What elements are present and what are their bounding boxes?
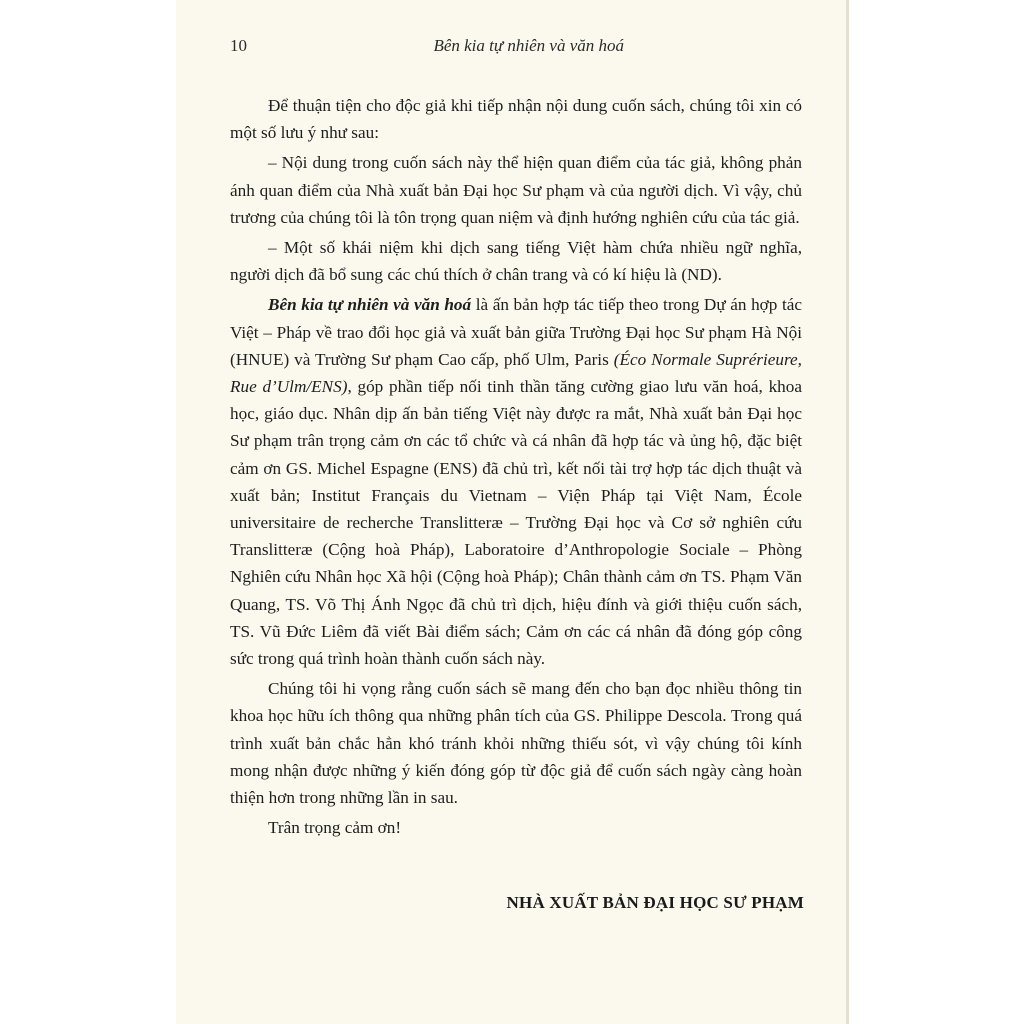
running-title: Bên kia tự nhiên và văn hoá (433, 36, 624, 55)
page-edge (846, 0, 849, 1024)
paragraph-intro: Để thuận tiện cho độc giả khi tiếp nhận nội dung cuốn sách, chúng tôi xin có một số lưu ý như sau: (230, 96, 802, 143)
paragraph-thanks: Trân trọng cảm ơn! (268, 818, 402, 838)
paragraph-hope: Chúng tôi hi vọng rằng cuốn sách sẽ mang đến cho bạn đọc nhiều thông tin khoa học hữu ích thông qua những phân tích của GS. Philippe Descola. Trong quá trình xuất bản chắc hẳn khó tránh khỏi những thiếu sót, vì vậy chúng tôi kính mong nhận được những ý kiến đóng góp từ độc giả để cuốn sách ngày càng hoàn thiện hơn trong những lần in sau. (230, 679, 802, 808)
page-header (230, 36, 624, 60)
body-text (230, 92, 802, 844)
page-number: 10 (230, 36, 247, 55)
acknowledgements-part-2: , góp phần tiếp nối tinh thần tăng cường giao lưu văn hoá, khoa học, giáo dục. Nhân dịp ấn bản tiếng Việt này được ra mắt, Nhà xuất bản Đại học Sư phạm trân trọng cảm ơn các tổ chức và cá nhân đã hợp tác và ủng hộ, đặc biệt cảm ơn GS. Michel Espagne (ENS) đã chủ trì, kết nối tài trợ hợp tác dịch thuật và xuất bản; Institut Français du Vietnam – Viện Pháp tại Việt Nam, École universitaire de recherche Translitteræ – Trường Đại học và Cơ sở nghiên cứu Translitteræ (Cộng hoà Pháp), Laboratoire d’Anthropologie Sociale – Phòng Nghiên cứu Nhân học Xã hội (Cộng hoà Pháp); Chân thành cảm ơn TS. Phạm Văn Quang, TS. Võ Thị Ánh Ngọc đã chủ trì dịch, hiệu đính và giới thiệu cuốn sách, TS. Vũ Đức Liêm đã viết Bài điểm sách; Cảm ơn các cá nhân đã đóng góp công sức trong quá trình hoàn thành cuốn sách này. (230, 377, 802, 669)
paragraph-note-1: – Nội dung trong cuốn sách này thể hiện quan điểm của tác giả, không phản ánh quan điểm của Nhà xuất bản Đại học Sư phạm và của người dịch. Vì vậy, chủ trương của chúng tôi là tôn trọng quan niệm và định hướng nghiên cứu của tác giả. (230, 153, 802, 227)
paragraph-acknowledgements (230, 291, 802, 672)
book-title-italic: Bên kia tự nhiên và văn hoá (268, 295, 472, 315)
paragraph-note-2: – Một số khái niệm khi dịch sang tiếng Việt hàm chứa nhiều ngữ nghĩa, người dịch đã bổ sung các chú thích ở chân trang và có kí hiệu là (ND). (230, 238, 802, 285)
acknowledgements-part-1: là ấn bản hợp tác tiếp theo trong Dự án hợp tác Việt – Pháp về trao đổi học giả và xuất bản giữa Trường Đại học Sư phạm Hà Nội (HNUE) và Trường Sư phạm Cao cấp, phố Ulm, Paris (230, 295, 802, 369)
publisher-signature: NHÀ XUẤT BẢN ĐẠI HỌC SƯ PHẠM (506, 893, 804, 912)
ens-name-italic: (Éco Normale Suprérieure, Rue d’Ulm/ENS) (230, 349, 802, 397)
